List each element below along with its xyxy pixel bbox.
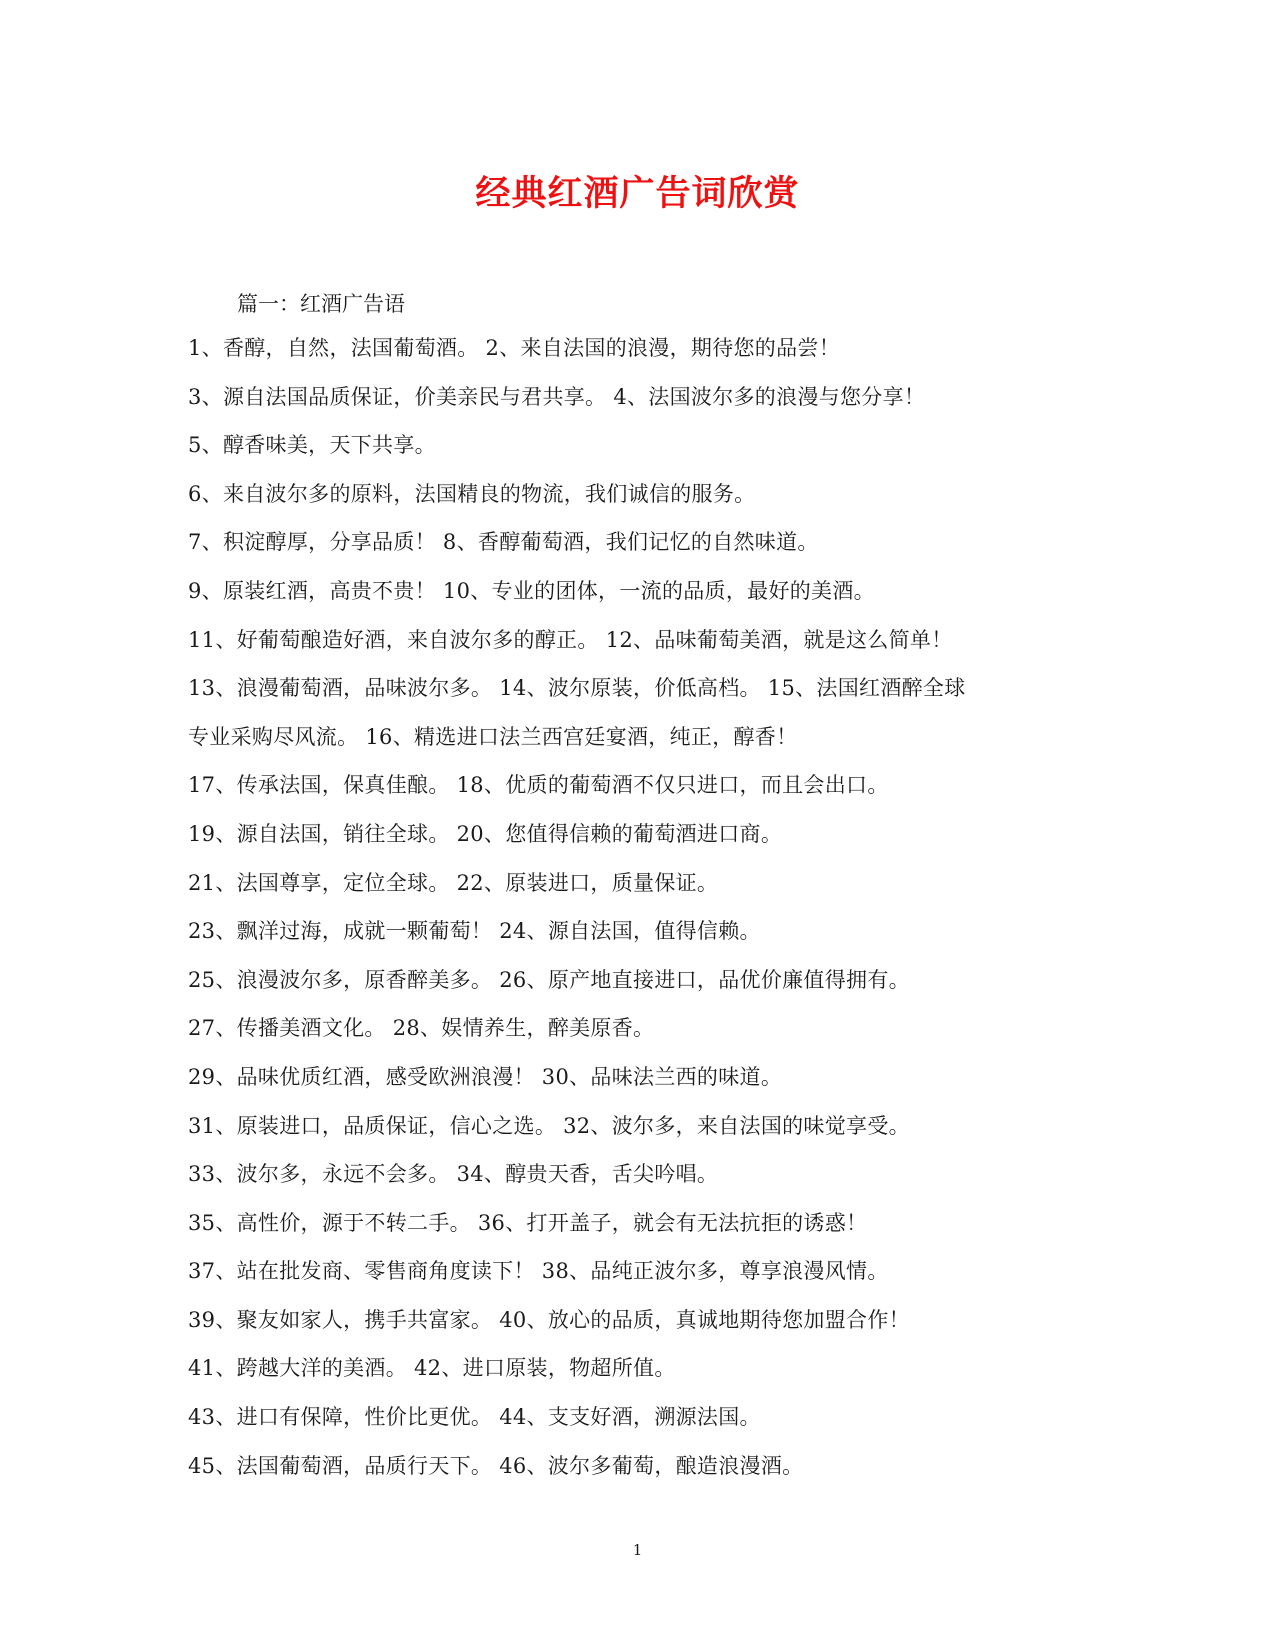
text-line: 5、醇香味美，天下共享。: [188, 433, 436, 458]
text-line: 专业采购尽风流。 16、精选进口法兰西宫廷宴酒，纯正，醇香！: [188, 724, 798, 749]
text-line: 41、跨越大洋的美酒。 42、进口原装，物超所值。: [188, 1356, 676, 1381]
text-line: 3、源自法国品质保证，价美亲民与君共享。 4、法国波尔多的浪漫与您分享！: [188, 384, 926, 409]
text-line: 19、源自法国，销往全球。 20、您值得信赖的葡萄酒进口商。: [188, 821, 783, 846]
text-line: 27、传播美酒文化。 28、娱情养生，醉美原香。: [188, 1016, 655, 1041]
text-line: 13、浪漫葡萄酒，品味波尔多。 14、波尔原装，价低高档。 15、法国红酒醉全球: [188, 676, 966, 701]
text-line: 25、浪漫波尔多，原香醉美多。 26、原产地直接进口，品优价廉值得拥有。: [188, 967, 910, 992]
text-line: 6、来自波尔多的原料，法国精良的物流，我们诚信的服务。: [188, 481, 756, 506]
text-line: 37、站在批发商、零售商角度读下！ 38、品纯正波尔多，尊享浪漫风情。: [188, 1259, 889, 1284]
text-line: 9、原装红酒，高贵不贵！ 10、专业的团体，一流的品质，最好的美酒。: [188, 578, 875, 603]
text-line: 17、传承法国，保真佳酿。 18、优质的葡萄酒不仅只进口，而且会出口。: [188, 773, 889, 798]
text-line: 31、原装进口，品质保证，信心之选。 32、波尔多，来自法国的味觉享受。: [188, 1113, 910, 1138]
section-heading: 篇一：红酒广告语: [237, 292, 405, 316]
text-line: 11、好葡萄酿造好酒，来自波尔多的醇正。 12、品味葡萄美酒，就是这么简单！: [188, 627, 953, 652]
text-line: 39、聚友如家人，携手共富家。 40、放心的品质，真诚地期待您加盟合作！: [188, 1307, 910, 1332]
page-number: 1: [632, 1541, 643, 1559]
text-line: 23、飘洋过海，成就一颗葡萄！ 24、源自法国，值得信赖。: [188, 919, 761, 944]
text-line: 33、波尔多，永远不会多。 34、醇贵天香，舌尖吟唱。: [188, 1162, 719, 1187]
text-line: 43、进口有保障，性价比更优。 44、支支好酒，溯源法国。: [188, 1405, 761, 1430]
text-line: 45、法国葡萄酒，品质行天下。 46、波尔多葡萄，酿造浪漫酒。: [188, 1453, 804, 1478]
document-title: 经典红酒广告词欣赏: [475, 173, 800, 214]
text-line: 7、积淀醇厚，分享品质！ 8、香醇葡萄酒，我们记忆的自然味道。: [188, 530, 819, 555]
text-line: 1、香醇，自然，法国葡萄酒。 2、来自法国的浪漫，期待您的品尝！: [188, 336, 840, 360]
text-line: 21、法国尊享，定位全球。 22、原装进口，质量保证。: [188, 870, 719, 895]
text-line: 35、高性价，源于不转二手。 36、打开盖子，就会有无法抗拒的诱惑！: [188, 1210, 868, 1235]
text-line: 29、品味优质红酒，感受欧洲浪漫！ 30、品味法兰西的味道。: [188, 1064, 783, 1089]
document-body: [188, 333, 1088, 1499]
